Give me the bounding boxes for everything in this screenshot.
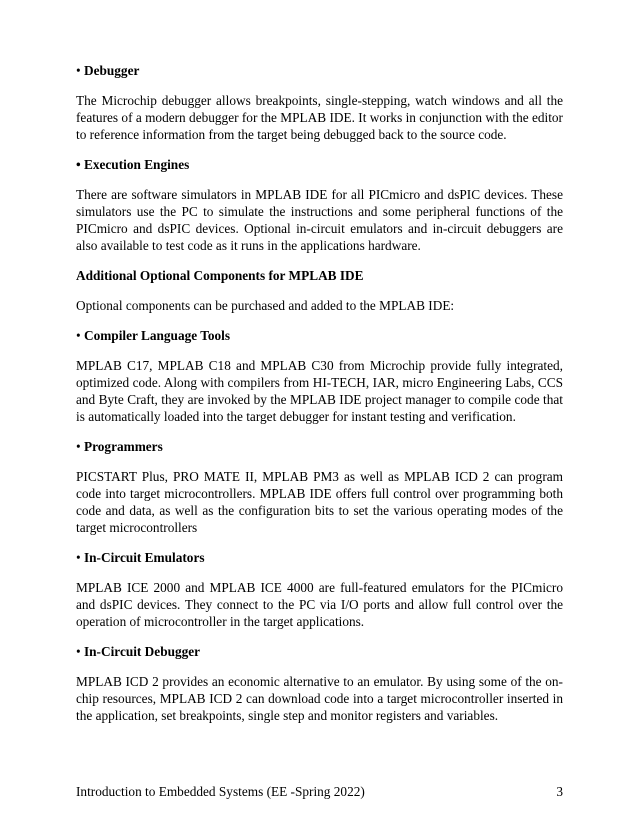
- page-number: 3: [556, 784, 563, 799]
- heading-text: Execution Engines: [83, 157, 190, 172]
- heading-text: Additional Optional Components for MPLAB IDE: [76, 268, 364, 283]
- bullet: •: [76, 439, 81, 454]
- section-additional-components: [76, 267, 563, 314]
- section-body: MPLAB C17, MPLAB C18 and MPLAB C30 from Microchip provide fully integrated, optimized code. Along with compilers from HI-TECH, IAR, micro Engineering Labs, CCS and Byte Craft, they are invoked by the MPLAB IDE project manager to compile code that is automatically loaded into the target debugger for instant testing and verification.: [76, 358, 563, 424]
- heading-text: In-Circuit Debugger: [83, 644, 201, 659]
- bullet: •: [76, 328, 81, 343]
- section-body: PICSTART Plus, PRO MATE II, MPLAB PM3 as well as MPLAB ICD 2 can program code into target microcontrollers. MPLAB IDE offers full control over programming both code and data, as well as the configuration bits to set the various operating modes of the target microcontrollers: [76, 469, 563, 535]
- section-body: The Microchip debugger allows breakpoints, single-stepping, watch windows and all the features of a modern debugger for the MPLAB IDE. It works in conjunction with the editor to reference information from the target being debugged back to the source code.: [76, 93, 563, 142]
- section-compiler-tools: [76, 327, 563, 425]
- heading-text: Programmers: [83, 439, 163, 454]
- heading-text: In-Circuit Emulators: [83, 550, 205, 565]
- section-heading: [76, 549, 563, 566]
- section-body: MPLAB ICD 2 provides an economic alternative to an emulator. By using some of the on-chip resources, MPLAB ICD 2 can download code into a target microcontroller inserted in the application, set breakpoints, single step and monitor registers and variables.: [76, 674, 563, 723]
- bullet: •: [76, 644, 81, 659]
- bullet: •: [76, 63, 81, 78]
- section-heading: [76, 267, 563, 284]
- page-footer: [76, 783, 563, 800]
- section-heading: [76, 438, 563, 455]
- section-body: MPLAB ICE 2000 and MPLAB ICE 4000 are full-featured emulators for the PICmicro and dsPIC devices. They connect to the PC via I/O ports and allow full control over the operation of microcontroller in the target applications.: [76, 580, 563, 629]
- section-heading: [76, 643, 563, 660]
- bullet: •: [76, 550, 81, 565]
- section-debugger: [76, 62, 563, 143]
- footer-title: Introduction to Embedded Systems (EE -Spring 2022): [76, 784, 365, 799]
- section-body: There are software simulators in MPLAB IDE for all PICmicro and dsPIC devices. These simulators use the PC to simulate the instructions and some peripheral functions of the PICmicro and dsPIC devices. Optional in-circuit emulators and in-circuit debuggers are also available to test code as it runs in the applications hardware.: [76, 187, 563, 253]
- heading-text: Debugger: [83, 63, 140, 78]
- section-execution-engines: [76, 156, 563, 254]
- section-programmers: [76, 438, 563, 536]
- section-heading: [76, 327, 563, 344]
- document-page: [76, 0, 563, 826]
- section-in-circuit-debugger: [76, 643, 563, 724]
- section-body: Optional components can be purchased and added to the MPLAB IDE:: [76, 298, 455, 313]
- section-heading: [76, 62, 563, 79]
- heading-text: Compiler Language Tools: [83, 328, 231, 343]
- bullet: •: [76, 157, 81, 172]
- section-in-circuit-emulators: [76, 549, 563, 630]
- page-content: [76, 62, 563, 737]
- section-heading: [76, 156, 563, 173]
